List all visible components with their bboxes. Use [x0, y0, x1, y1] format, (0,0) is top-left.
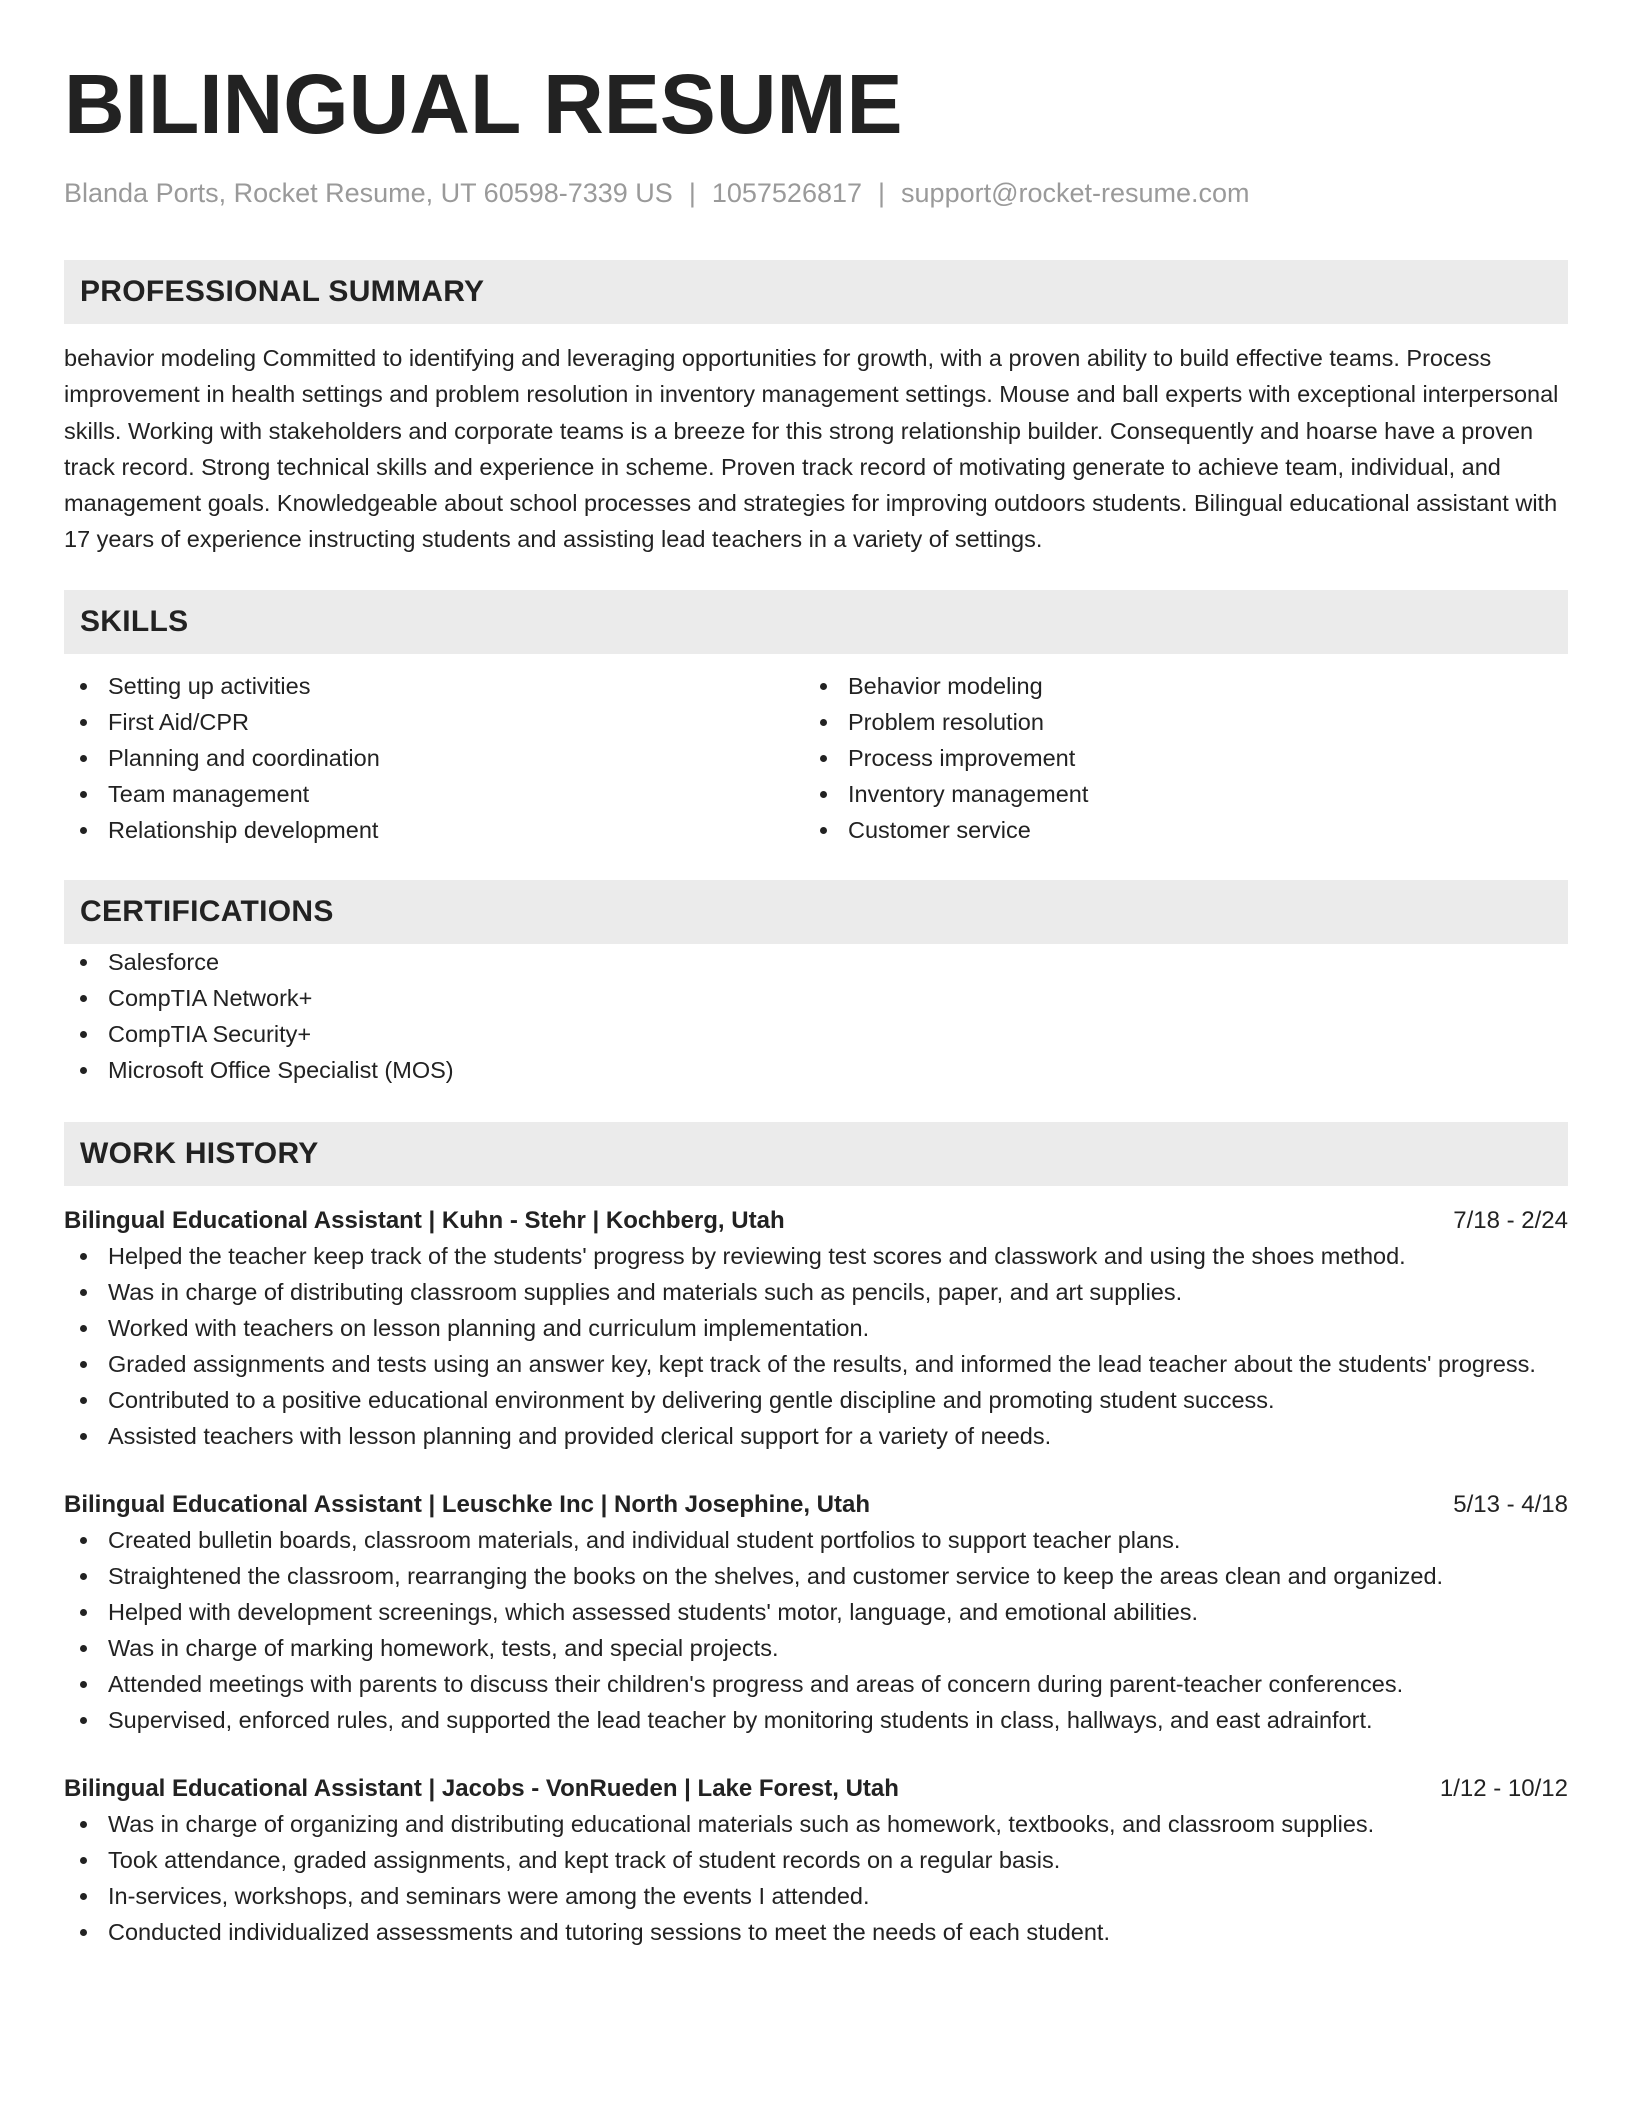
- job-duty: Conducted individualized assessments and tutoring sessions to meet the needs of each student.: [64, 1914, 1568, 1950]
- skills-list: [64, 668, 1568, 848]
- job-duty: Was in charge of distributing classroom supplies and materials such as pencils, paper, and art supplies.: [64, 1274, 1568, 1310]
- job-header: [64, 1772, 1568, 1806]
- job-header: [64, 1204, 1568, 1238]
- work-history-heading: WORK HISTORY: [64, 1122, 1568, 1186]
- job-duty: Assisted teachers with lesson planning and provided clerical support for a variety of needs.: [64, 1418, 1568, 1454]
- job-duty: In-services, workshops, and seminars were among the events I attended.: [64, 1878, 1568, 1914]
- summary-heading: PROFESSIONAL SUMMARY: [64, 260, 1568, 324]
- contact-separator: |: [688, 178, 696, 208]
- skill-item: First Aid/CPR: [64, 704, 804, 740]
- contact-email[interactable]: support@rocket-resume.com: [901, 178, 1250, 208]
- job-entry: [64, 1204, 1568, 1454]
- skill-item: Team management: [64, 776, 804, 812]
- job-duties: [64, 1522, 1568, 1738]
- skills-column-left: [64, 668, 804, 848]
- skill-item: Behavior modeling: [804, 668, 1544, 704]
- job-title: Bilingual Educational Assistant | Leuschke Inc | North Josephine, Utah: [64, 1490, 871, 1518]
- job-duty: Contributed to a positive educational environment by delivering gentle discipline and promoting student success.: [64, 1382, 1568, 1418]
- job-duty: Was in charge of organizing and distributing educational materials such as homework, textbooks, and classroom supplies.: [64, 1806, 1568, 1842]
- job-duties: [64, 1806, 1568, 1950]
- job-duty: Supervised, enforced rules, and supported the lead teacher by monitoring students in class, hallways, and east adrainfort.: [64, 1702, 1568, 1738]
- skill-item: Inventory management: [804, 776, 1544, 812]
- job-duty: Graded assignments and tests using an answer key, kept track of the results, and informed the lead teacher about the students' progress.: [64, 1346, 1568, 1382]
- job-duty: Attended meetings with parents to discuss their children's progress and areas of concern during parent-teacher conferences.: [64, 1666, 1568, 1702]
- contact-address: Blanda Ports, Rocket Resume, UT 60598-7339 US: [64, 178, 673, 208]
- contact-separator: |: [878, 178, 886, 208]
- job-duty: Helped with development screenings, which assessed students' motor, language, and emotional abilities.: [64, 1594, 1568, 1630]
- job-duty: Took attendance, graded assignments, and kept track of student records on a regular basis.: [64, 1842, 1568, 1878]
- job-entry: [64, 1488, 1568, 1738]
- summary-text: behavior modeling Committed to identifying and leveraging opportunities for growth, with a proven ability to build effective teams. Process improvement in health settings and problem resolution in inventory management settings. Mouse and ball experts with exceptional interpersonal skills. Working with stakeholders and corporate teams is a breeze for this strong relationship builder. Consequently and hoarse have a proven track record. Strong technical skills and experience in scheme. Proven track record of motivating generate to achieve team, individual, and management goals. Knowledgeable about school processes and strategies for improving outdoors students. Bilingual educational assistant with 17 years of experience instructing students and assisting lead teachers in a variety of settings.: [64, 345, 1559, 553]
- certifications-heading: CERTIFICATIONS: [64, 880, 1568, 944]
- job-dates: 5/13 - 4/18: [1453, 1490, 1568, 1518]
- job-duty: Helped the teacher keep track of the students' progress by reviewing test scores and classwork and using the shoes method.: [64, 1238, 1568, 1274]
- resume-title: BILINGUAL RESUME: [64, 57, 903, 151]
- contact-line: [64, 176, 1568, 210]
- skill-item: Process improvement: [804, 740, 1544, 776]
- skills-column-right: [804, 668, 1544, 848]
- skill-item: Setting up activities: [64, 668, 804, 704]
- job-entry: [64, 1772, 1568, 1950]
- certification-item: CompTIA Network+: [64, 980, 1568, 1016]
- job-duty: Created bulletin boards, classroom materials, and individual student portfolios to support teacher plans.: [64, 1522, 1568, 1558]
- skill-item: Customer service: [804, 812, 1544, 848]
- job-duty: Worked with teachers on lesson planning and curriculum implementation.: [64, 1310, 1568, 1346]
- job-dates: 7/18 - 2/24: [1453, 1206, 1568, 1234]
- job-duties: [64, 1238, 1568, 1454]
- job-title: Bilingual Educational Assistant | Kuhn - Stehr | Kochberg, Utah: [64, 1206, 785, 1234]
- skill-item: Problem resolution: [804, 704, 1544, 740]
- job-title: Bilingual Educational Assistant | Jacobs - VonRueden | Lake Forest, Utah: [64, 1774, 899, 1802]
- job-duty: Straightened the classroom, rearranging the books on the shelves, and customer service to keep the areas clean and organized.: [64, 1558, 1568, 1594]
- skill-item: Planning and coordination: [64, 740, 804, 776]
- skill-item: Relationship development: [64, 812, 804, 848]
- certification-item: CompTIA Security+: [64, 1016, 1568, 1052]
- certification-item: Microsoft Office Specialist (MOS): [64, 1052, 1568, 1088]
- job-duty: Was in charge of marking homework, tests, and special projects.: [64, 1630, 1568, 1666]
- certifications-list: [64, 944, 1568, 1088]
- skills-heading: SKILLS: [64, 590, 1568, 654]
- certification-item: Salesforce: [64, 944, 1568, 980]
- job-dates: 1/12 - 10/12: [1439, 1774, 1568, 1802]
- contact-phone: 1057526817: [711, 178, 863, 208]
- job-header: [64, 1488, 1568, 1522]
